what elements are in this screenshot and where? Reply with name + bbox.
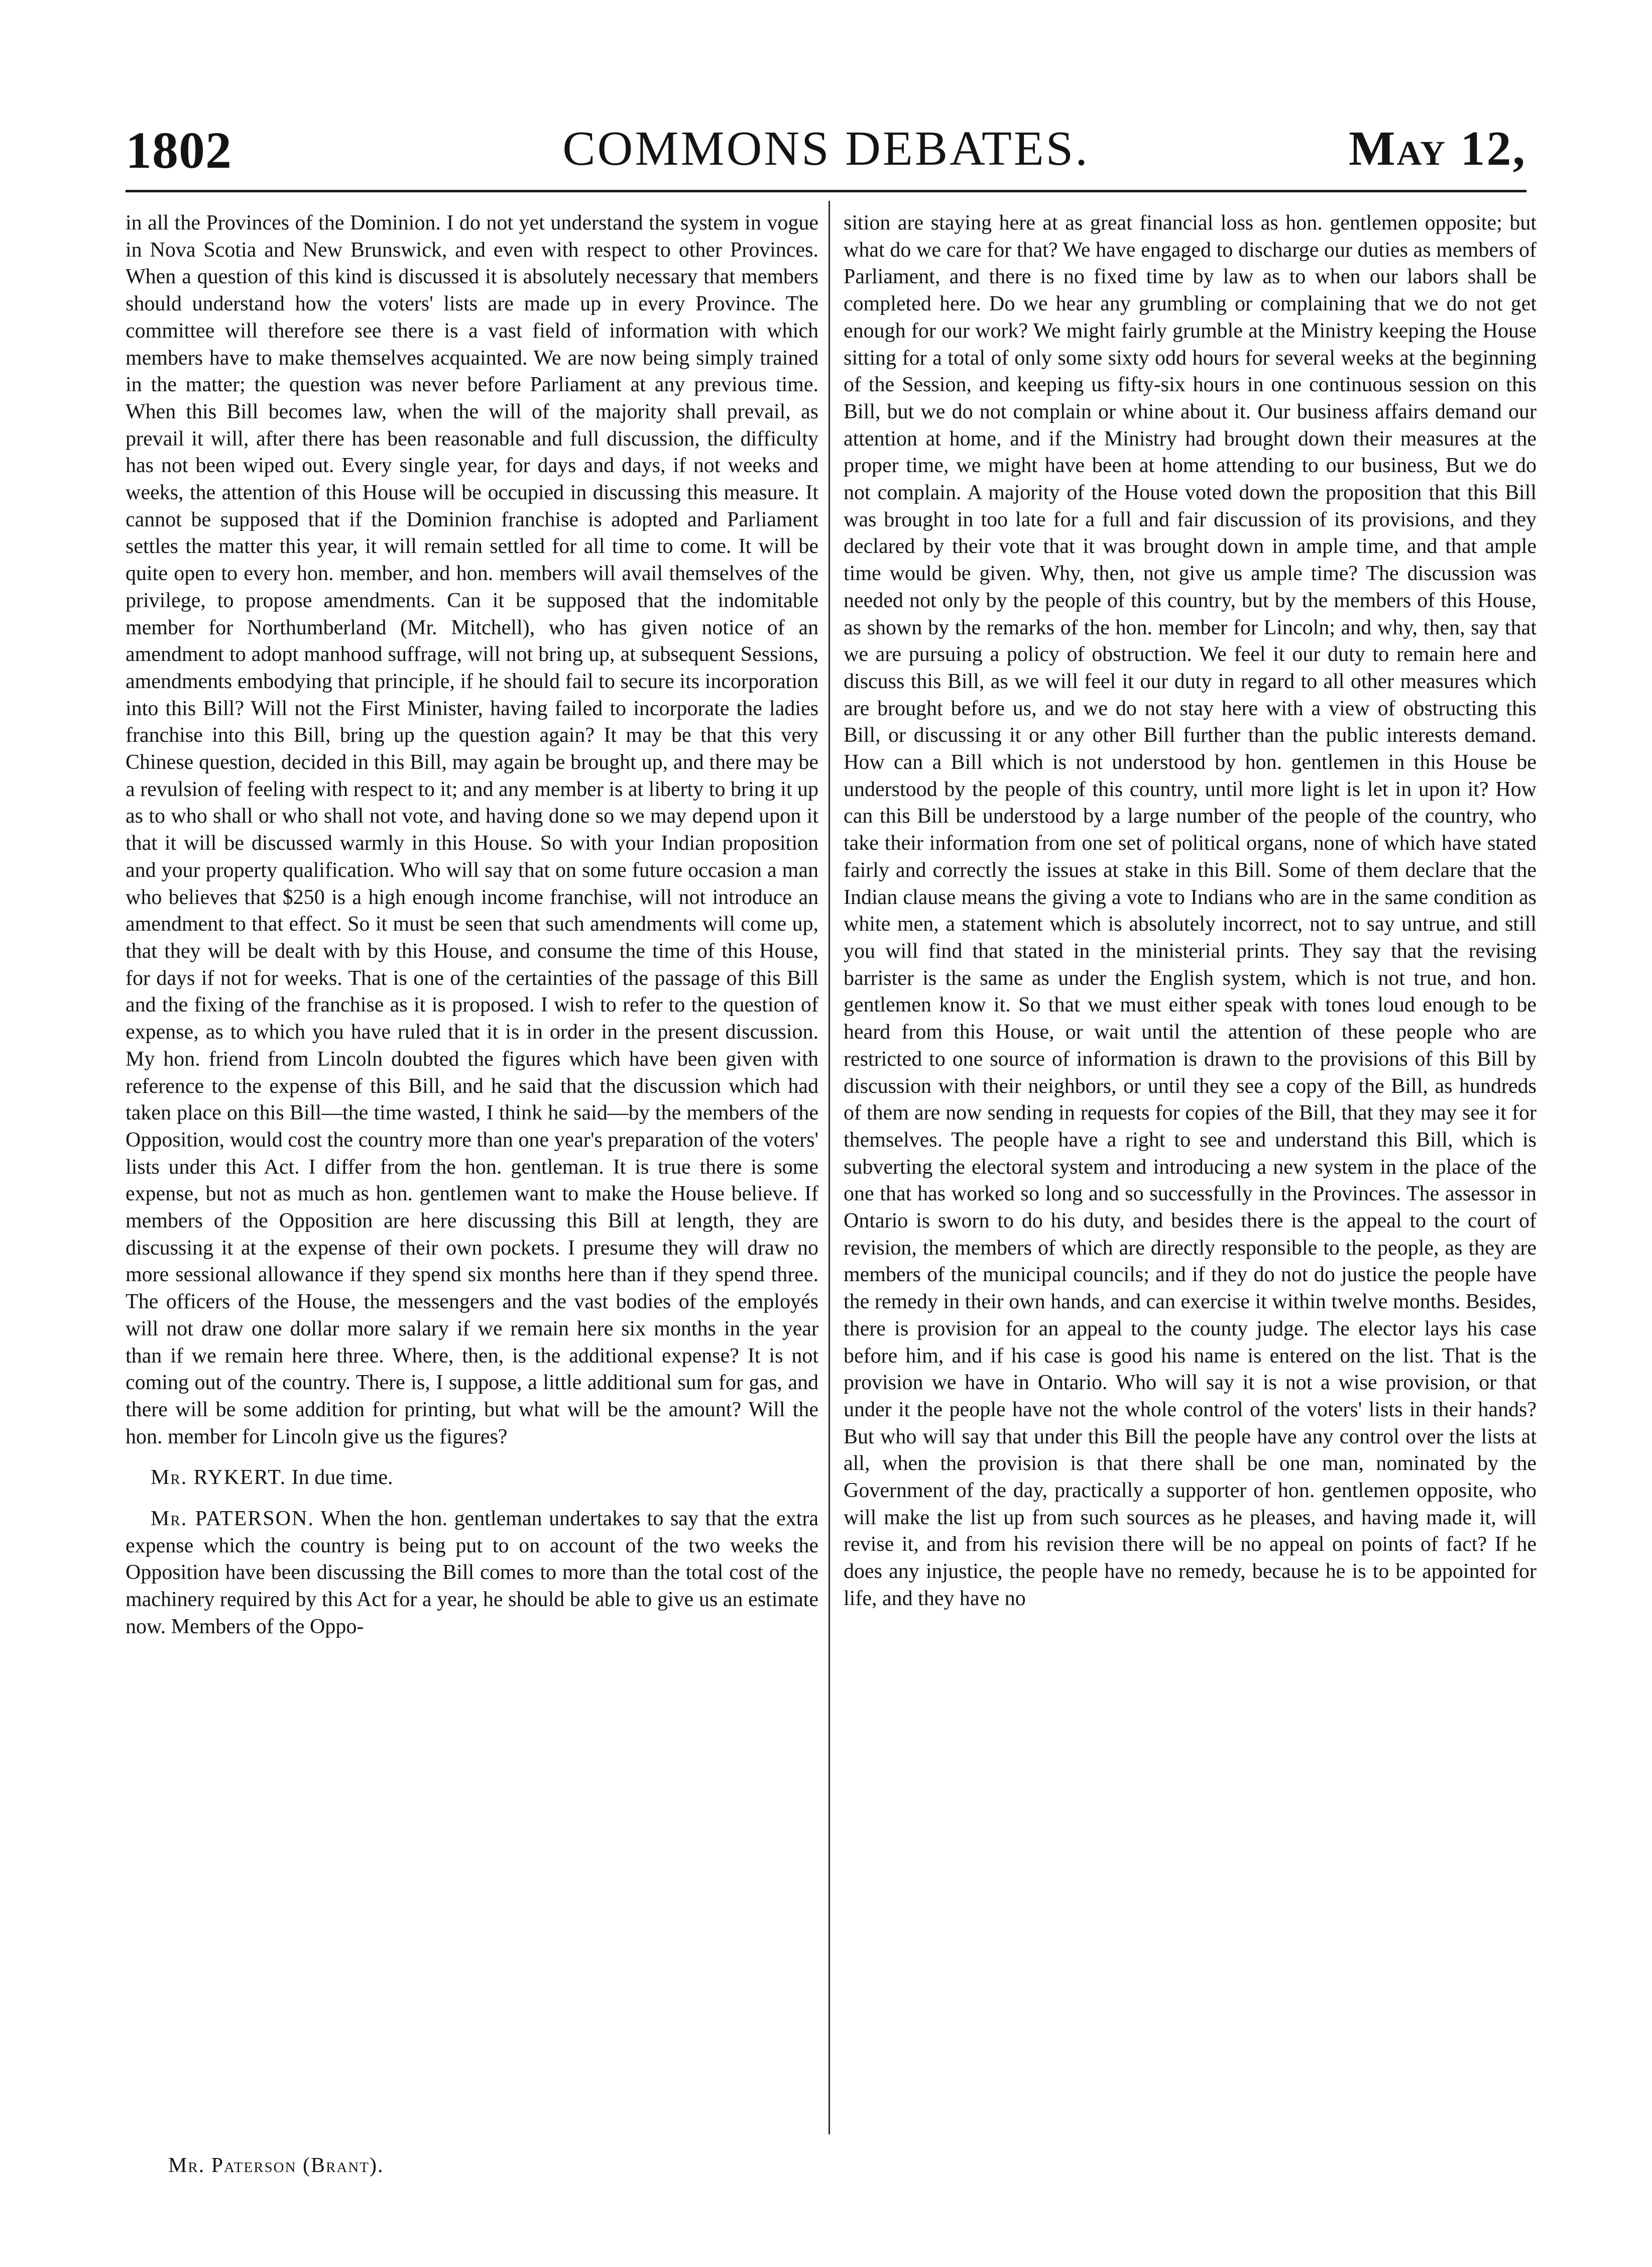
right-paragraph-1: sition are staying here at as great financial loss as hon. gentlemen opposite; but what do we care for that? We have engaged to discharge our duties as members of Parliament, and there is no fixed time by law as to when our labors shall be completed here. Do we hear any grumbling or complaining that we do not get enough for our work? We might fairly grumble at the Ministry keeping the House sitting for a total of only some sixty odd hours for several weeks at the beginning of the Session, and keeping us fifty-six hours in one continuous session on this Bill, but we do not complain or whine about it. Our business affairs demand our attention at home, and if the Ministry had brought down their measures at the proper time, we might have been at home attending to our business, But we do not complain. A majority of the House voted down the proposition that this Bill was brought in too late for a full and fair discussion of its provisions, and they declared by their vote that it was brought down in ample time, and that ample time would be given. Why, then, not give us ample time? The discussion was needed not only by the people of this country, but by the members of this House, as shown by the remarks of the hon. member for Lincoln; and why, then, say that we are pursuing a policy of obstruction. We feel it our duty to remain here and discuss this Bill, as we will feel it our duty in regard to all other measures which are brought before us, and we do not stay here with a view of obstructing this Bill, or discussing it or any other Bill further than the public interests demand. How can a Bill which is not understood by hon. gentlemen in this House be understood by the people of this country, until more light is let in upon it? How can this Bill be understood by a large number of the people of the country, who take their information from one set of political organs, none of which have stated fairly and correctly the issues at stake in this Bill. Some of them declare that the Indian clause means the giving a vote to Indians who are in the same condition as white men, a statement which is absolutely incorrect, not to say untrue, and still you will find that stated in the ministerial prints. They say that the revising barrister is the same as under the English system, which is not true, and hon. gentlemen know it. So that we must either speak with tones loud enough to be heard from this House, or wait until the attention of these people who are restricted to one source of information is drawn to the provisions of this Bill by discussion with their neighbors, or until they see a copy of the Bill, as hundreds of them are now sending in requests for copies of the Bill, that they may see it for themselves. The people have a right to see and understand this Bill, which is subverting the electoral system and introducing a new system in the place of the one that has worked so long and so successfully in the Provinces. The assessor in Ontario is sworn to do his duty, and besides there is the appeal to the court of revision, the members of which are directly responsible to the people, as they are members of the municipal councils; and if they do not do justice the people have the remedy in their own hands, and can exercise it within twelve months. Besides, there is provision for an appeal to the county judge. The elector lays his case before him, and if his case is good his name is entered on the list. That is the provision we have in Ontario. Who will say it is not a wise provision, or that under it the people have not the whole control of the voters' lists in their hands? But who will say that under this Bill the people have any control over the lists at all, when the provision is that there shall be one man, nominated by the Government of the day, practically a supporter of hon. gentlemen opposite, who will make the list up from such sources as he pleases, and having made it, will revise it, and from his revision there will be no appeal on points of fact? If he does any injustice, the people have no remedy, because he is to be appointed for life, and they have no [844,211,1537,1610]
left-paragraph-1: in all the Provinces of the Dominion. I do not yet understand the system in vogue in Nova Scotia and New Brunswick, and even with respect to other Provinces. When a question of this kind is discussed it is absolutely necessary that members should understand how the voters' lists are made up in every Province. The committee will therefore see there is a vast field of information with which members have to make themselves acquainted. We are now being simply trained in the matter; the question was never before Parliament at any previous time. When this Bill becomes law, when the will of the majority shall prevail, as prevail it will, after there has been reasonable and full discussion, the difficulty has not been wiped out. Every single year, for days and days, if not weeks and weeks, the attention of this House will be occupied in discussing this measure. It cannot be supposed that if the Dominion franchise is adopted and Parliament settles the matter this year, it will remain settled for all time to come. It will be quite open to every hon. member, and hon. members will avail themselves of the privilege, to propose amendments. Can it be supposed that the indomitable member for Northumberland (Mr. Mitchell), who has given notice of an amendment to adopt manhood suffrage, will not bring up, at subsequent Sessions, amendments embodying that principle, if he should fail to secure its incorporation into this Bill? Will not the First Minister, having failed to incorporate the ladies franchise into this Bill, bring up the question again? It may be that this very Chinese question, decided in this Bill, may again be brought up, and there may be a revulsion of feeling with respect to it; and any member is at liberty to bring it up as to who shall or who shall not vote, and having done so we may depend upon it that it will be discussed warmly in this House. So with your Indian proposition and your property qualification. Who will say that on some future occasion a man who believes that $250 is a high enough income franchise, will not introduce an amendment to that effect. So it must be seen that such amendments will come up, that they will be dealt with by this House, and consume the time of this House, for days if not for weeks. That is one of the certainties of the passage of this Bill and the fixing of the franchise as it is proposed. I wish to refer to the question of expense, as to which you have ruled that it is in order in the present discussion. My hon. friend from Lincoln doubted the figures which have been given with reference to the expense of this Bill, and he said that the discussion which had taken place on this Bill—the time wasted, I think he said—by the members of the Opposition, would cost the country more than one year's preparation of the voters' lists under this Act. I differ from the hon. gentleman. It is true there is some expense, but not as much as hon. gentlemen want to make the House believe. If members of the Opposition are here discussing this Bill at length, they are discussing it at the expense of their own pockets. I presume they will draw no more sessional allowance if they spend six months here than if they spend three. The officers of the House, the messengers and the vast bodies of the employés will not draw one dollar more salary if we remain here six months in the year than if we remain here three. Where, then, is the additional expense? It is not coming out of the country. There is, I suppose, a little additional sum for gas, and there will be some addition for printing, but what will be the amount? Will the hon. member for Lincoln give us the figures? [126,211,818,1448]
publication-title: COMMONS DEBATES. [562,122,1090,176]
speaker-name: Mr. PATERSON. [151,1507,314,1531]
speech-text: In due time. [286,1466,393,1490]
speaker-name: Mr. RYKERT. [151,1466,287,1490]
column-divider [829,201,830,2134]
speech-text: When the hon. gentleman undertakes to say that the extra expense which the country is being put to on account of the two weeks the Opposition have been discussing the Bill comes to more than the total cost of the machinery required by this Act for a year, he should be able to give us an estimate now. Members of the Oppo- [126,1507,818,1638]
header-rule [126,190,1526,192]
left-column [126,210,818,2133]
page-header [126,121,1526,196]
page-date: May 12, [1349,122,1526,176]
page-number: 1802 [126,122,232,179]
footer-speaker: Mr. Paterson (Brant). [168,2154,384,2177]
left-paragraph-2 [126,1464,818,1492]
left-paragraph-3 [126,1506,818,1641]
right-column [844,210,1537,2133]
